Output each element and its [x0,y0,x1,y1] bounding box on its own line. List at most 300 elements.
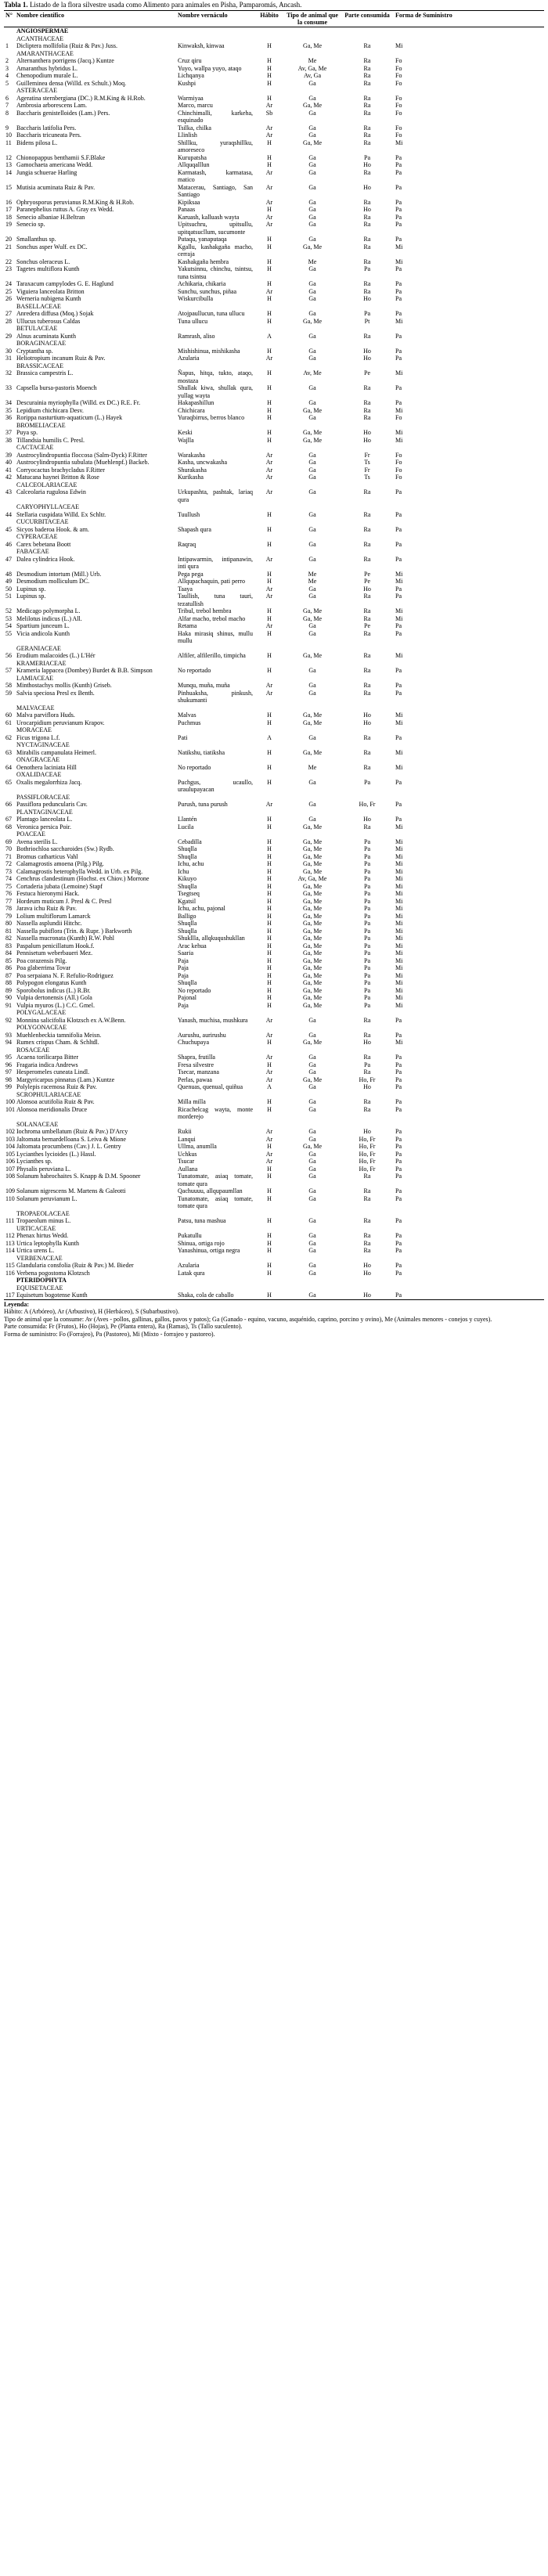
cell-habit: H [267,607,272,614]
cell-vernacular-name: Natikshu, tiatiksha [178,748,225,756]
table-row [4,734,544,742]
cell-animal-type: Ga [308,1158,316,1165]
cell-number: 9 [5,124,9,132]
cell-part-consumed: Ra [363,72,371,79]
cell-part-consumed: Pa [364,882,370,890]
cell-number: 83 [5,942,12,949]
cell-habit: H [267,979,272,986]
cell-habit: H [267,1269,272,1277]
cell-part-consumed: Ho [363,719,371,726]
cell-part-consumed: Pe [364,570,370,578]
cell-habit: H [267,153,272,161]
cell-vernacular-name: Paja [178,964,189,971]
cell-animal-type: Ga [308,1232,316,1239]
cell-part-consumed: Ho [363,1083,371,1090]
table-row [4,957,544,965]
cell-vernacular-name: Allquqalllun [178,161,210,168]
cell-vernacular-name: Shinua, ortiga rojo [178,1239,225,1247]
family-row [4,87,544,95]
cell-supply-form: Pa [395,1083,402,1090]
cell-number: 110 [5,1194,15,1202]
cell-vernacular-name: Putaqu, yanaputaqa [178,236,227,243]
legend-habit: Hábito: A (Arbóreo), Ar (Arbustivo), H (Herbáceo), S (Subarbustivo). [4,1308,179,1315]
table-row [4,221,544,236]
cell-vernacular-name: Chinchimalli, karkeha, esquinado [178,109,253,124]
table-header [4,11,544,27]
family-row [4,481,544,489]
cell-number: 69 [5,838,12,845]
cell-vernacular-name: Kgatsil [178,897,196,905]
table-row [4,1068,544,1076]
cell-part-consumed: Ho [363,585,371,593]
cell-animal-type: Av, Ga, Me [297,875,327,882]
table-row [4,1017,544,1025]
cell-scientific-name: Senecio albaniae H.Beltran [16,213,85,221]
cell-vernacular-name: Intipawarmin, intipanawin, inti qura [178,555,253,570]
cell-animal-type: Ga, Me [303,964,322,971]
row-spacer [4,830,15,838]
cell-supply-form: Pa [395,198,402,206]
legend-form: Forma de suministro: Fo (Forrajeo), Pa (Pastoreo), Mi (Mixto - forrajeo y pastoreo). [4,1330,215,1338]
cell-number: 32 [5,369,12,376]
cell-vernacular-name: Azularia [178,1262,200,1269]
cell-supply-form: Pa [395,1187,402,1194]
row-spacer [4,303,15,311]
cell-scientific-name: Gamochaeta americana Wedd. [16,161,93,168]
cell-supply-form: Mi [395,652,403,659]
cell-scientific-name: Poa corazensis Pilg. [16,957,67,964]
cell-habit: Ar [265,682,273,689]
cell-vernacular-name: Warakasha [178,451,205,459]
row-spacer [4,340,15,348]
cell-animal-type: Ga [308,682,316,689]
cell-scientific-name: Erodium malacoides (L.) L'Hér [16,652,96,659]
cell-number: 8 [5,109,9,117]
cell-supply-form: Fo [395,414,402,421]
cell-habit: H [267,629,272,637]
table-row [4,622,544,630]
cell-supply-form: Mi [395,935,403,942]
family-row [4,533,544,541]
cell-vernacular-name: Llinlish [178,132,197,139]
cell-vernacular-name: Chichicara [178,406,205,414]
cell-scientific-name: Dalea cylindrica Hook. [16,555,75,563]
cell-number: 81 [5,927,12,935]
table-row [4,682,544,690]
cell-vernacular-name: Wajlla [178,436,194,444]
cell-scientific-name: Lepidium chichicara Desv. [16,406,84,414]
family-name: POLYGONACEAE [16,1024,67,1031]
cell-scientific-name: Rorippa nasturtium-aquaticum (L.) Hayek [16,414,123,421]
cell-vernacular-name: Taullish, tuna tauri, tezatullish [178,593,253,607]
cell-part-consumed: Pa [364,994,370,1001]
family-name: CUCURBITACEAE [16,518,69,525]
cell-supply-form: Pa [395,1105,402,1113]
cell-part-consumed: Pa [364,310,370,317]
cell-habit: H [267,436,272,444]
cell-part-consumed: Pa [364,957,370,964]
family-row [4,756,544,764]
table-row [4,65,544,73]
cell-scientific-name: Urtica leptophylla Kunth [16,1239,79,1247]
cell-vernacular-name: Puchgus, ucaullo, uraulupayacan [178,778,253,793]
cell-habit: H [267,1105,272,1113]
cell-part-consumed: Ho, Fr [359,801,376,808]
cell-vernacular-name: Tuullush [178,510,200,518]
cell-vernacular-name: Saaria [178,949,193,957]
cell-supply-form: Mi [395,927,403,935]
cell-scientific-name: Sicyos baderoa Hook. & arn. [16,525,89,533]
cell-number: 96 [5,1061,12,1068]
cell-number: 20 [5,236,12,243]
cell-part-consumed: Pa [364,986,370,994]
cell-scientific-name: Salvia speciosa Presl ex Benth. [16,689,95,697]
cell-habit: Ar [265,474,273,481]
cell-animal-type: Me [308,258,317,265]
cell-supply-form: Mi [395,890,403,897]
cell-habit: Ar [265,451,273,459]
cell-vernacular-name: Lucila [178,823,194,830]
cell-habit: H [267,1194,272,1202]
cell-vernacular-name: Ñapus, hitqa, tukto, ataqo, mostaza [178,369,253,384]
cell-supply-form: Mi [395,607,403,614]
cell-habit: H [267,42,272,49]
cell-number: 115 [5,1262,15,1269]
cell-part-consumed: Ho [363,816,371,823]
table-row [4,1098,544,1106]
group-name: ANGIOSPERMAE [16,27,69,34]
cell-part-consumed: Ra [363,607,371,614]
cell-animal-type: Ga, Me [303,986,322,994]
table-row [4,920,544,928]
cell-supply-form: Mi [395,875,403,882]
cell-habit: Ar [265,124,273,132]
cell-supply-form: Pa [395,1165,402,1173]
cell-animal-type: Ga, Me [303,867,322,875]
cell-part-consumed: Pe [364,622,370,629]
row-spacer [4,1284,15,1292]
cell-scientific-name: Baccharis tricuneata Pers. [16,132,81,139]
cell-number: 67 [5,816,12,823]
row-spacer [4,325,15,333]
cell-part-consumed: Ho [363,355,371,362]
table-row [4,429,544,437]
cell-supply-form: Pa [395,332,402,340]
cell-number: 26 [5,295,12,302]
cell-number: 3 [5,64,9,72]
cell-part-consumed: Ho, Fr [359,1075,376,1083]
cell-supply-form: Pa [395,510,402,518]
cell-vernacular-name: Tsucar [178,1158,195,1165]
cell-supply-form: Pa [395,1068,402,1075]
cell-scientific-name: Cenchrus clandestinum (Hochst. ex Chiov.) Morrone [16,875,150,882]
cell-scientific-name: Vicia andicola Kunth [16,629,70,637]
table-row [4,243,544,258]
cell-scientific-name: Paspalum penicillatum Hook.f. [16,942,95,949]
cell-habit: H [267,719,272,726]
cell-supply-form: Mi [395,905,403,912]
cell-habit: H [267,712,272,719]
cell-supply-form: Pa [395,682,402,689]
cell-part-consumed: Pa [364,852,370,860]
header-animal-type: Tipo de animal que la consume [284,11,341,27]
table-row [4,1195,544,1210]
table-row [4,1217,544,1225]
cell-habit: Ar [265,593,273,600]
document-page [4,0,544,1338]
cell-vernacular-name: Azularia [178,355,200,362]
cell-vernacular-name: Ichu, achu, pajonal [178,905,225,912]
cell-number: 5 [5,79,9,87]
group-row [4,1277,544,1284]
cell-habit: H [267,905,272,912]
cell-part-consumed: Ra [363,79,371,87]
cell-scientific-name: Krameria lappacea (Dombey) Burdet & B.B. Simpson [16,667,153,674]
cell-number: 97 [5,1068,12,1075]
cell-vernacular-name: Atojpaullucun, tuna ullucu [178,310,245,317]
cell-supply-form: Pa [395,355,402,362]
family-name: BASELLACEAE [16,302,61,310]
cell-habit: Ar [265,459,273,466]
cell-number: 89 [5,986,12,994]
cell-habit: H [267,258,272,265]
cell-habit: Ar [265,1128,273,1135]
cell-scientific-name: Minthostachys mollis (Kunth) Griseb. [16,682,112,689]
cell-part-consumed: Ra [363,168,371,176]
cell-animal-type: Ga, Me [303,436,322,444]
table-row [4,964,544,972]
cell-scientific-name: Iochroma umbellatum (Ruiz & Pav.) D'Arcy [16,1128,128,1135]
table-row [4,868,544,876]
row-spacer [4,518,15,526]
cell-scientific-name: Pennisetum weberbaueri Mez. [16,949,93,957]
cell-vernacular-name: Allqupachaquin, pati perro [178,578,245,585]
cell-part-consumed: Ra [363,124,371,132]
cell-part-consumed: Ra [363,42,371,49]
cell-vernacular-name: Alfiler, alfilerillo, timpicha [178,652,246,659]
cell-habit: H [267,667,272,674]
table-row [4,295,544,303]
cell-part-consumed: Ra [363,287,371,295]
cell-number: 6 [5,94,9,102]
cell-supply-form: Mi [395,971,403,979]
cell-part-consumed: Ra [363,733,371,741]
cell-number: 88 [5,979,12,986]
cell-vernacular-name: Milla milla [178,1098,206,1105]
cell-vernacular-name: Alfar macho, trebol macho [178,614,246,622]
cell-supply-form: Fo [395,94,402,102]
cell-part-consumed: Pa [364,1061,370,1068]
cell-vernacular-name: Yakutsinnu, chinchu, tsintsu, tuna tsintsu [178,265,253,280]
cell-number: 42 [5,474,12,481]
family-name: TROPAEOLACEAE [16,1209,70,1217]
cell-supply-form: Pa [395,168,402,176]
family-name: POLYGALACEAE [16,1009,67,1016]
table-row [4,57,544,65]
cell-part-consumed: Ra [363,1173,371,1180]
cell-part-consumed: Ra [363,399,371,406]
cell-supply-form: Mi [395,614,403,622]
cell-animal-type: Ga, Me [303,652,322,659]
table-row [4,1232,544,1240]
cell-part-consumed: Ra [363,139,371,146]
cell-supply-form: Mi [395,42,403,49]
cell-habit: Ar [265,1158,273,1165]
cell-number: 66 [5,801,12,808]
cell-habit: Ar [265,1068,273,1075]
cell-habit: H [267,1061,272,1068]
cell-part-consumed: Pa [364,897,370,905]
table-row [4,526,544,534]
family-name: ONAGRACEAE [16,756,60,763]
cell-scientific-name: Urtica urens L. [16,1247,55,1254]
cell-animal-type: Ga [308,1061,316,1068]
family-name: SCROPHULARIACEAE [16,1090,81,1098]
cell-habit: H [267,897,272,905]
cell-habit: Ar [265,183,273,191]
cell-vernacular-name: Urkupashta, pashtak, lariaq qura [178,488,253,503]
family-row [4,1210,544,1218]
cell-supply-form: Fo [395,466,402,474]
table-row [4,571,544,578]
cell-supply-form: Fo [395,474,402,481]
cell-part-consumed: Ra [363,525,371,533]
table-row [4,1083,544,1091]
cell-supply-form: Pa [395,1262,402,1269]
cell-number: 75 [5,882,12,890]
row-spacer [4,704,15,712]
table-row [4,979,544,987]
cell-vernacular-name: Tsilka, chilka [178,124,211,132]
cell-part-consumed: Ra [363,1239,371,1247]
cell-animal-type: Ga [308,1239,316,1247]
cell-animal-type: Ga, Me [303,102,322,109]
cell-vernacular-name: Ichu [178,867,189,875]
cell-vernacular-name: Aurushu, aurirushu [178,1031,226,1039]
cell-part-consumed: Pa [364,838,370,845]
cell-animal-type: Ga, Me [303,845,322,852]
row-spacer [4,675,15,683]
cell-part-consumed: Pa [364,920,370,927]
cell-animal-type: Ga, Me [303,243,322,250]
cell-vernacular-name: Yanashinua, ortiga negra [178,1247,240,1254]
cell-part-consumed: Ra [363,1187,371,1194]
cell-habit: H [267,139,272,146]
cell-number: 117 [5,1292,15,1299]
family-row [4,1255,544,1263]
cell-part-consumed: Pa [364,942,370,949]
cell-habit: H [267,748,272,756]
table-row [4,764,544,772]
cell-habit: Ar [265,1150,273,1158]
cell-scientific-name: Festuca hieronymi Hack. [16,890,80,897]
row-spacer [4,1277,15,1284]
cell-number: 64 [5,763,12,771]
cell-habit: Ar [265,287,273,295]
cell-number: 62 [5,733,12,741]
cell-habit: H [267,510,272,518]
cell-supply-form: Pa [395,206,402,213]
table-row [4,139,544,154]
row-spacer [4,503,15,511]
table-row [4,1143,544,1151]
cell-supply-form: Pa [395,1135,402,1143]
cell-vernacular-name: Tsegtseq [178,890,200,897]
cell-number: 78 [5,905,12,912]
header-part-consumed: Parte consumida [341,11,394,27]
cell-part-consumed: Ho, Fr [359,1165,376,1173]
cell-animal-type: Ga [308,801,316,808]
table-row [4,556,544,571]
cell-scientific-name: Physalis peruviana L. [16,1165,71,1173]
cell-vernacular-name: Shuqlla [178,882,197,890]
table-row [4,690,544,704]
cell-supply-form: Pa [395,161,402,168]
cell-number: 13 [5,161,12,168]
table-row [4,942,544,950]
cell-animal-type: Ga [308,1128,316,1135]
cell-supply-form: Mi [395,867,403,875]
cell-number: 108 [5,1173,15,1180]
family-name: CALCEOLARIACEAE [16,481,78,488]
cell-part-consumed: Ho [363,347,371,355]
cell-vernacular-name: Kinwaksh, kinwaa [178,42,225,49]
cell-number: 34 [5,399,12,406]
cell-supply-form: Pa [395,1098,402,1105]
cell-part-consumed: Ra [363,1105,371,1113]
cell-part-consumed: Pe [364,369,370,376]
cell-animal-type: Ga [308,206,316,213]
cell-scientific-name: Sonchus asper Wulf. ex DC. [16,243,88,250]
cell-animal-type: Ga [308,310,316,317]
cell-number: 18 [5,213,12,221]
family-name: EQUISETACEAE [16,1284,63,1292]
cell-part-consumed: Pa [364,265,370,272]
cell-supply-form: Pa [395,347,402,355]
cell-habit: H [254,1292,284,1299]
cell-supply-form: Pa [395,1239,402,1247]
cell-part-consumed: Pa [364,905,370,912]
cell-habit: Ar [265,168,273,176]
cell-animal-type: Ga [308,198,316,206]
table-row [4,265,544,280]
cell-vernacular-name: Upitsuchru, upitsullu, upitqatsucllum, sucumonte [178,221,253,236]
cell-supply-form: Pa [395,593,402,600]
cell-habit: H [267,570,272,578]
cell-supply-form: Pa [395,525,402,533]
cell-number: 82 [5,935,12,942]
cell-part-consumed: Ra [363,132,371,139]
cell-number: 60 [5,712,12,719]
table-row [4,928,544,935]
cell-animal-type: Ga [308,1083,316,1090]
cell-part-consumed: Ra [363,1054,371,1061]
table-row [4,184,544,199]
table-row [4,905,544,913]
cell-scientific-name: Lycianthes lycioides (L.) Hassl. [16,1150,96,1158]
family-row [4,1121,544,1129]
cell-number: 1 [5,42,9,49]
cell-scientific-name: Mirabilis campanulata Heimerl. [16,748,96,756]
table-row [4,935,544,942]
cell-scientific-name: Sporobolus indicus (L.) R.Br. [16,986,91,994]
cell-animal-type: Ga [308,1173,316,1180]
table-row [4,407,544,415]
cell-habit: H [267,860,272,867]
group-row [4,27,544,35]
cell-scientific-name: Hordeum muticum J. Presl & C. Presl [16,897,112,905]
cell-vernacular-name: Shapash qura [178,525,211,533]
